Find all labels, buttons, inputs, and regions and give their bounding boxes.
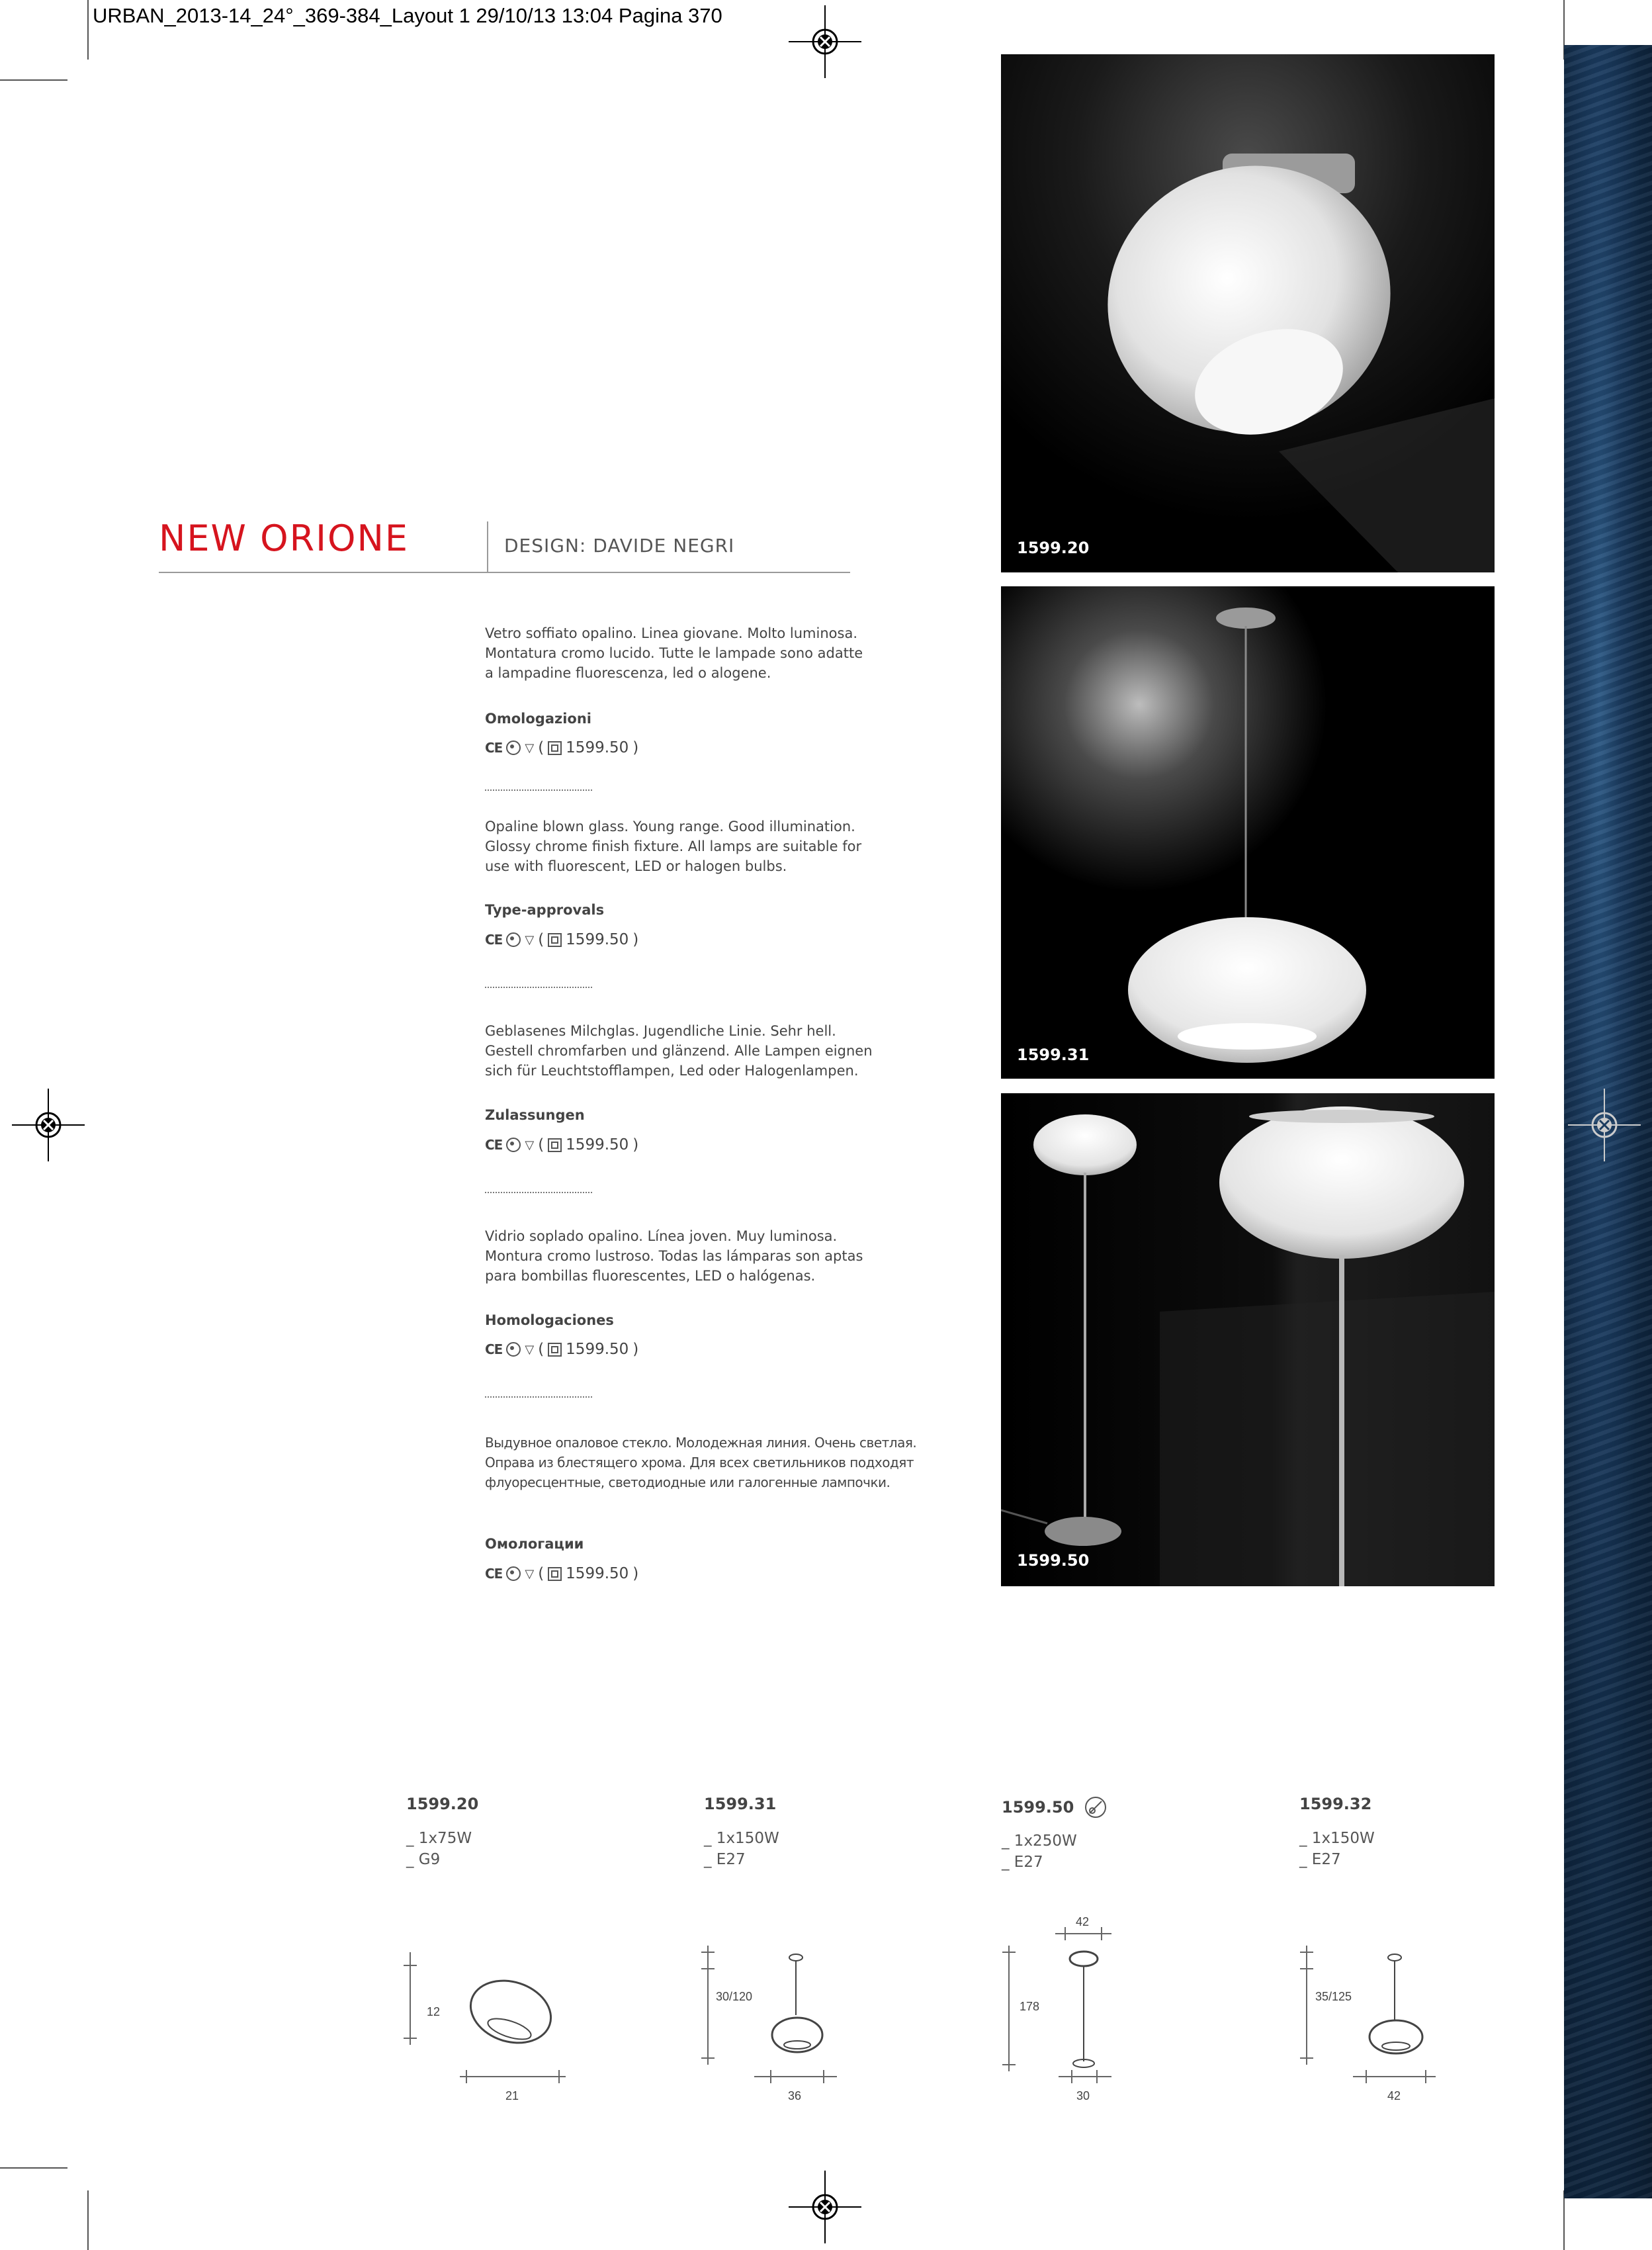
slug-line: URBAN_2013-14_24°_369-384_Layout 1 29/10/13 13:04 Pagina 370 (93, 4, 722, 27)
pendant-lamp-illustration (1001, 586, 1495, 1079)
floor-lamp-illustration (1001, 1093, 1495, 1586)
triangle-mark-icon: ▽ (525, 1566, 535, 1581)
certification-row: CE ▽ ( 1599.50 ) (485, 1565, 639, 1582)
spec-socket: _ E27 (704, 1851, 746, 1868)
spec-power: _ 1x150W (704, 1830, 779, 1847)
spec-code: 1599.20 (406, 1795, 479, 1813)
approvals-heading: Homologaciones (485, 1312, 614, 1328)
designer-credit: DESIGN: DAVIDE NEGRI (504, 535, 735, 557)
product-photo-floor (1001, 1093, 1495, 1586)
dotted-separator (485, 1192, 592, 1193)
dotted-separator (485, 789, 592, 791)
dimension-width: 36 (788, 2089, 802, 2102)
description-it: Vetro soffiato opalino. Linea giovane. Molto luminosa. Montatura cromo lucido. Tutte le lampade sono adatte a lampadine fluorescenza, led o alogene. (485, 625, 863, 681)
triangle-mark-icon: ▽ (525, 741, 535, 755)
product-photo-pendant (1001, 586, 1495, 1079)
triangle-mark-icon: ▽ (525, 1342, 535, 1357)
ce-mark: CE (485, 932, 503, 948)
photo-code: 1599.50 (1017, 1551, 1090, 1570)
photo-code: 1599.31 (1017, 1046, 1090, 1064)
dimension-height: 35/125 (1315, 1990, 1352, 2003)
ce-mark: CE (485, 740, 503, 756)
spec-code: 1599.31 (704, 1795, 777, 1813)
approvals-heading: Zulassungen (485, 1107, 585, 1123)
product-photo-ceiling (1001, 54, 1495, 572)
certification-row: CE ▽ ( 1599.50 ) (485, 931, 639, 948)
ce-mark: CE (485, 1137, 503, 1153)
spec-code: 1599.32 (1299, 1795, 1372, 1813)
enec-icon (506, 932, 521, 947)
spec-power: _ 1x75W (406, 1830, 472, 1847)
certification-row: CE ▽ ( 1599.50 ) (485, 739, 639, 756)
class-ii-icon (548, 741, 562, 755)
photo-code: 1599.20 (1017, 539, 1090, 557)
registration-mark-icon (789, 2171, 861, 2243)
spec-block (704, 1795, 955, 1870)
ce-mark: CE (485, 1566, 503, 1582)
spec-socket: _ E27 (1002, 1854, 1043, 1871)
crop-mark (0, 79, 67, 81)
title-rule (159, 572, 850, 573)
description-es: Vidrio soplado opalino. Línea joven. Muy luminosa. Montura cromo lustroso. Todas las lámparas son aptas para bombillas fluorescentes, LED o halógenas. (485, 1228, 863, 1284)
spec-power: _ 1x150W (1299, 1830, 1375, 1847)
triangle-mark-icon: ▽ (525, 1138, 535, 1152)
dimension-width: 42 (1387, 2089, 1401, 2102)
spec-block (1299, 1795, 1551, 1870)
enec-icon (506, 1342, 521, 1357)
certification-row: CE ▽ ( 1599.50 ) (485, 1136, 639, 1153)
crop-mark (87, 0, 89, 60)
triangle-mark-icon: ▽ (525, 932, 535, 947)
spec-block (406, 1795, 658, 1870)
spec-block (1002, 1795, 1253, 1873)
description-en: Opaline blown glass. Young range. Good illumination. Glossy chrome finish fixture. All lamps are suitable for use with fluorescent, LED or halogen bulbs. (485, 819, 862, 874)
crop-mark (0, 2167, 67, 2169)
description-de: Geblasenes Milchglas. Jugendliche Linie. Sehr hell. Gestell chromfarben und glänzend. Alle Lampen eignen sich für Leuchtstofflampen, Led oder Halogenlampen. (485, 1023, 873, 1079)
dimension-width: 21 (505, 2089, 519, 2102)
class-ii-icon (548, 1343, 562, 1357)
dimension-top: 42 (1076, 1915, 1090, 1928)
description-ru: Выдувное опаловое стекло. Молодежная линия. Очень светлая. Оправа из блестящего хрома. Для всех светильников подходят флуоресцентные, светодиодные или галогенные лампочки. (485, 1435, 917, 1490)
enec-icon (506, 741, 521, 755)
dotted-separator (485, 1396, 592, 1398)
spec-code: 1599.50 (1002, 1798, 1074, 1817)
registration-mark-icon (789, 5, 861, 78)
registration-mark-icon (1568, 1089, 1641, 1161)
dimmer-icon (1083, 1795, 1108, 1820)
certification-row: CE ▽ ( 1599.50 ) (485, 1341, 639, 1358)
enec-icon (506, 1138, 521, 1152)
drawing-1599-32 (1290, 1939, 1456, 2104)
dimension-height: 12 (427, 2005, 441, 2018)
dimension-width: 30 (1076, 2089, 1090, 2102)
class-ii-icon (548, 933, 562, 947)
crop-mark (1563, 2190, 1565, 2250)
dimension-height: 30/120 (716, 1990, 753, 2003)
dimension-height: 178 (1020, 2000, 1040, 2013)
enec-icon (506, 1566, 521, 1581)
spec-socket: _ G9 (406, 1851, 441, 1868)
dotted-separator (485, 987, 592, 988)
spec-socket: _ E27 (1299, 1851, 1341, 1868)
approvals-heading: Type-approvals (485, 902, 605, 918)
approvals-heading: Omologazioni (485, 711, 591, 727)
ce-mark: CE (485, 1341, 503, 1357)
drawing-1599-20 (397, 1946, 576, 2104)
product-title: NEW ORIONE (159, 518, 410, 559)
registration-mark-icon (12, 1089, 85, 1161)
drawing-1599-31 (695, 1939, 860, 2104)
class-ii-icon (548, 1567, 562, 1581)
drawing-1599-50 (992, 1926, 1158, 2104)
spec-power: _ 1x250W (1002, 1832, 1077, 1850)
approvals-heading: Омологации (485, 1536, 584, 1552)
class-ii-icon (548, 1138, 562, 1152)
ceiling-lamp-illustration (1001, 54, 1495, 572)
crop-mark (87, 2190, 89, 2250)
title-divider (487, 521, 488, 572)
